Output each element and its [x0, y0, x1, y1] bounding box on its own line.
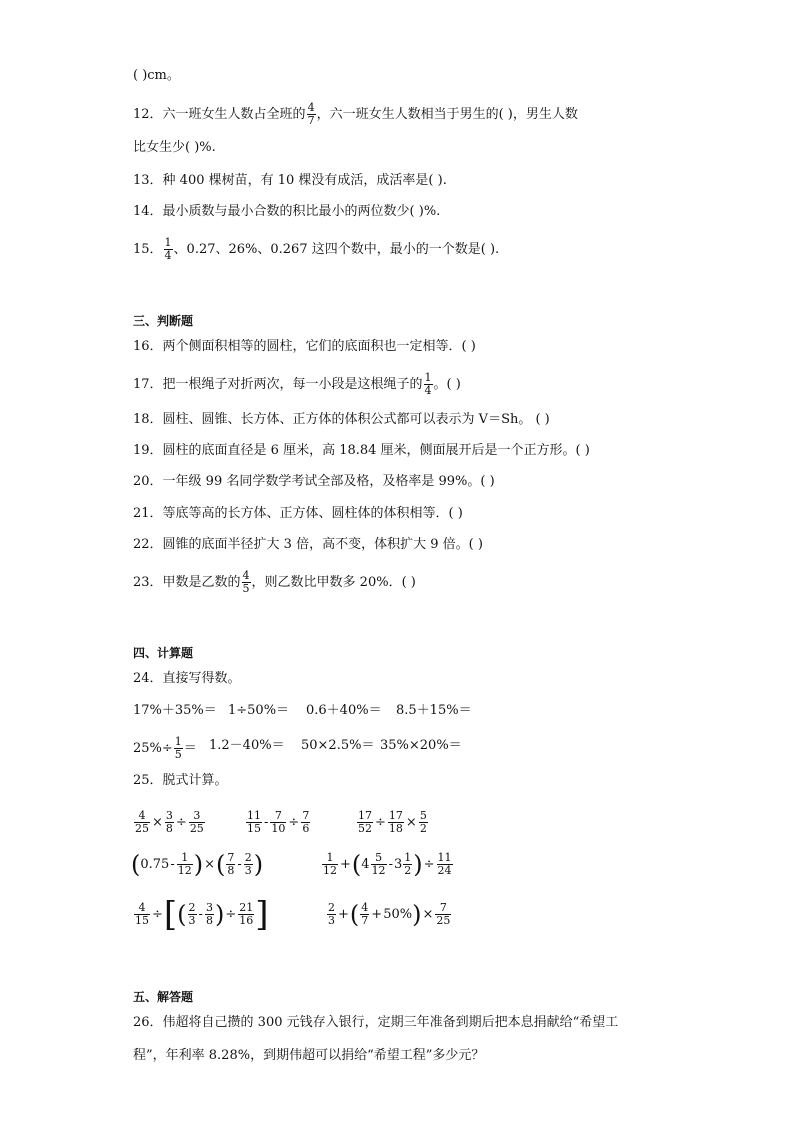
section-5-heading: 五、解答题: [133, 990, 194, 1004]
question-26-line1: 26．伟超将自己攒的 300 元钱存入银行，定期三年准备到期后把本息捐献给“希望工: [133, 1015, 619, 1030]
question-20: 20．一年级 99 名同学数学考试全部及格，及格率是 99%。( ): [133, 474, 495, 489]
right-paren: ): [214, 900, 225, 929]
e5-f1: [322, 852, 338, 877]
q24-expr-7: 50×2.5%＝: [301, 738, 375, 753]
e7-f1: [327, 902, 336, 927]
q23-fraction: [242, 570, 251, 595]
e1-f2: [165, 810, 174, 835]
left-paren: (: [351, 850, 362, 879]
q15-frac-den: 4: [164, 249, 172, 262]
e4-f2-num: 7: [227, 851, 235, 864]
times-sign: ×: [152, 815, 163, 830]
e2-f3-den: 6: [302, 822, 310, 835]
e6-f1-num: 4: [138, 901, 146, 914]
e3-f1: [357, 810, 373, 835]
e3-f3: [419, 810, 428, 835]
q12-no: 12．: [133, 107, 163, 122]
right-paren: ): [193, 850, 204, 879]
q24-e5-a: 25%÷: [133, 741, 173, 756]
e6-f1: [134, 902, 150, 927]
q15-frac-num: 1: [164, 236, 172, 249]
e2-f1-num: 11: [247, 809, 261, 822]
times-sign: ×: [405, 815, 417, 830]
e5-f2: [371, 852, 387, 877]
left-paren: (: [216, 850, 226, 879]
question-25: 25．脱式计算。: [133, 773, 228, 788]
e5-f3-num: 1: [404, 851, 412, 864]
q23-text-b: ，则乙数比甲数多 20%．( ): [251, 575, 416, 590]
q24-e5-num: 1: [174, 735, 182, 748]
q17-frac-num: 1: [424, 371, 432, 384]
q23-text-a: 23．甲数是乙数的: [133, 575, 241, 590]
divide-sign: ÷: [152, 907, 163, 922]
right-bracket: ]: [255, 894, 269, 935]
e5-f4-den: 24: [437, 864, 452, 877]
left-paren: (: [177, 900, 187, 929]
plus-sign: +: [338, 907, 349, 922]
e2-f3: [301, 810, 310, 835]
e7-f1-num: 2: [328, 901, 335, 914]
q17-text-a: 17．把一根绳子对折两次，每一小段是这根绳子的: [133, 377, 423, 392]
e7-f3-num: 7: [439, 901, 447, 914]
question-15: [133, 237, 499, 262]
minus-sign: -: [170, 857, 175, 872]
e5-f3-den: 2: [404, 864, 412, 877]
e4-decimal: 0.75: [140, 857, 170, 872]
e5-f2-den: 12: [371, 864, 386, 877]
section-3-heading: 三、判断题: [133, 314, 194, 328]
q24-e5-den: 5: [174, 748, 182, 761]
plus-sign: +: [340, 857, 351, 872]
right-paren: ): [412, 900, 422, 929]
q11-tail: ( )cm。: [133, 68, 180, 83]
q12-text-b: ，六一班女生人数相当于男生的( )，男生人数: [316, 107, 578, 122]
times-sign: ×: [422, 907, 434, 922]
e4-f1-den: 12: [177, 864, 192, 877]
minus-sign: -: [237, 857, 242, 872]
divide-sign: ÷: [225, 907, 237, 922]
e4-f3: [244, 852, 253, 877]
q25-expr-4: [131, 852, 263, 877]
e1-f2-num: 3: [165, 809, 173, 822]
e1-f1-num: 4: [138, 809, 146, 822]
section-4-heading: 四、计算题: [133, 646, 194, 660]
q25-expr-1: [133, 810, 206, 835]
left-paren: (: [131, 850, 141, 879]
e7-f3-den: 25: [436, 914, 451, 927]
e1-f1: [134, 810, 150, 835]
minus-sign: -: [388, 857, 393, 872]
q23-frac-den: 5: [242, 582, 250, 595]
e7-f1-den: 3: [328, 914, 335, 927]
e6-f3: [205, 902, 214, 927]
e6-f3-num: 3: [205, 901, 213, 914]
e5-f4: [437, 852, 453, 877]
e3-f2: [388, 810, 404, 835]
e7-f3: [435, 902, 451, 927]
e2-f3-num: 7: [302, 809, 310, 822]
e3-f1-num: 17: [358, 809, 372, 822]
e4-f3-den: 3: [244, 864, 252, 877]
q24-expr-1: 17%＋35%＝: [133, 703, 217, 718]
q17-fraction: [424, 372, 433, 397]
question-17: [133, 372, 461, 397]
e3-f3-den: 2: [419, 822, 427, 835]
e6-f4: [238, 902, 254, 927]
e6-f2-den: 3: [188, 914, 196, 927]
e3-f2-den: 18: [388, 822, 403, 835]
e7-percent: 50%: [383, 907, 413, 922]
e3-f1-den: 52: [358, 822, 372, 835]
q23-frac-num: 4: [242, 569, 250, 582]
question-23: [133, 570, 416, 595]
q25-expr-3: [356, 810, 429, 835]
q15-no: 15．: [133, 242, 163, 257]
q24-expr-8: 35%×20%＝: [380, 738, 462, 753]
e1-f2-den: 8: [165, 822, 173, 835]
e1-f3: [189, 810, 205, 835]
e6-f2-num: 2: [188, 901, 196, 914]
divide-sign: ÷: [175, 815, 187, 830]
e5-whole-1: 4: [361, 857, 370, 872]
question-12: [133, 102, 578, 127]
question-14: 14．最小质数与最小合数的积比最小的两位数少( )%.: [133, 204, 441, 219]
q15-fraction: [164, 237, 173, 262]
e2-f2-den: 10: [271, 822, 286, 835]
q24-e5-eq: ＝: [183, 741, 197, 756]
q25-expr-6: [133, 894, 269, 935]
q24-expr-6: 1.2－40%＝: [209, 738, 285, 753]
question-24: 24．直接写得数。: [133, 671, 241, 686]
e4-f3-num: 2: [244, 851, 252, 864]
e7-f2: [360, 902, 369, 927]
q25-expr-7: [326, 902, 452, 927]
e7-f2-den: 7: [361, 914, 369, 927]
e5-whole-2: 3: [393, 857, 403, 872]
q24-expr-5: [133, 736, 197, 761]
e2-f2-num: 7: [274, 809, 282, 822]
e1-f1-den: 25: [135, 822, 149, 835]
e5-f1-num: 1: [326, 851, 334, 864]
question-26-line2: 程”，年利率 8.28%，到期伟超可以捐给“希望工程”多少元？: [133, 1048, 485, 1063]
question-22: 22．圆锥的底面半径扩大 3 倍，高不变，体积扩大 9 倍。( ): [133, 537, 483, 552]
e6-f1-den: 15: [135, 914, 149, 927]
e2-f1: [246, 810, 262, 835]
right-paren: ): [413, 850, 423, 879]
e5-f3: [403, 852, 412, 877]
question-16: 16．两个侧面积相等的圆柱，它们的底面积也一定相等．( ): [133, 339, 476, 354]
e5-f2-num: 5: [375, 851, 383, 864]
e7-f2-num: 4: [361, 901, 369, 914]
e5-f4-num: 11: [437, 851, 452, 864]
q17-text-b: 。( ): [433, 377, 461, 392]
divide-sign: ÷: [423, 857, 435, 872]
e4-f2-den: 8: [227, 864, 235, 877]
q24-expr-3: 0.6＋40%＝: [306, 703, 382, 718]
question-21: 21．等底等高的长方体、正方体、圆柱体的体积相等．( ): [133, 506, 463, 521]
divide-sign: ÷: [375, 815, 386, 830]
q12-frac-num: 4: [307, 101, 315, 114]
e2-f2: [270, 810, 286, 835]
q25-expr-2: [245, 810, 311, 835]
e6-f4-den: 16: [239, 914, 254, 927]
q25-expr-5: [321, 852, 454, 877]
e6-f4-num: 21: [239, 901, 254, 914]
e4-f2: [226, 852, 235, 877]
minus-sign: -: [198, 907, 203, 922]
q12-text-a: 六一班女生人数占全班的: [162, 107, 306, 122]
minus-sign: -: [264, 815, 269, 830]
left-paren: (: [349, 900, 360, 929]
q17-frac-den: 4: [424, 384, 432, 397]
e5-f1-den: 12: [323, 864, 337, 877]
e1-f3-den: 25: [189, 822, 204, 835]
e1-f3-num: 3: [193, 809, 201, 822]
q12-fraction: [307, 102, 316, 127]
e3-f2-num: 17: [388, 809, 403, 822]
e4-f1: [177, 852, 193, 877]
times-sign: ×: [204, 857, 216, 872]
plus-sign: +: [371, 907, 383, 922]
q24-e5-fraction: [174, 736, 183, 761]
e2-f1-den: 15: [247, 822, 261, 835]
e3-f3-num: 5: [419, 809, 427, 822]
q12-frac-den: 7: [307, 114, 315, 127]
e4-f1-num: 1: [181, 851, 189, 864]
right-paren: ): [253, 850, 264, 879]
divide-sign: ÷: [288, 815, 300, 830]
question-18: 18．圆柱、圆锥、长方体、正方体的体积公式都可以表示为 V＝Sh。 ( ): [133, 412, 550, 427]
e6-f3-den: 8: [205, 914, 213, 927]
question-19: 19．圆柱的底面直径是 6 厘米，高 18.84 厘米，侧面展开后是一个正方形。( ): [133, 443, 590, 458]
q24-expr-4: 8.5＋15%＝: [396, 703, 472, 718]
q12-line2: 比女生少( )%.: [133, 140, 216, 155]
q24-expr-2: 1÷50%＝: [228, 703, 290, 718]
question-13: 13．种 400 棵树苗，有 10 棵没有成活，成活率是( ).: [133, 173, 447, 188]
left-bracket: [: [163, 894, 178, 935]
q15-text: 、0.27、26%、0.267 这四个数中，最小的一个数是( ).: [173, 242, 500, 257]
e6-f2: [188, 902, 197, 927]
